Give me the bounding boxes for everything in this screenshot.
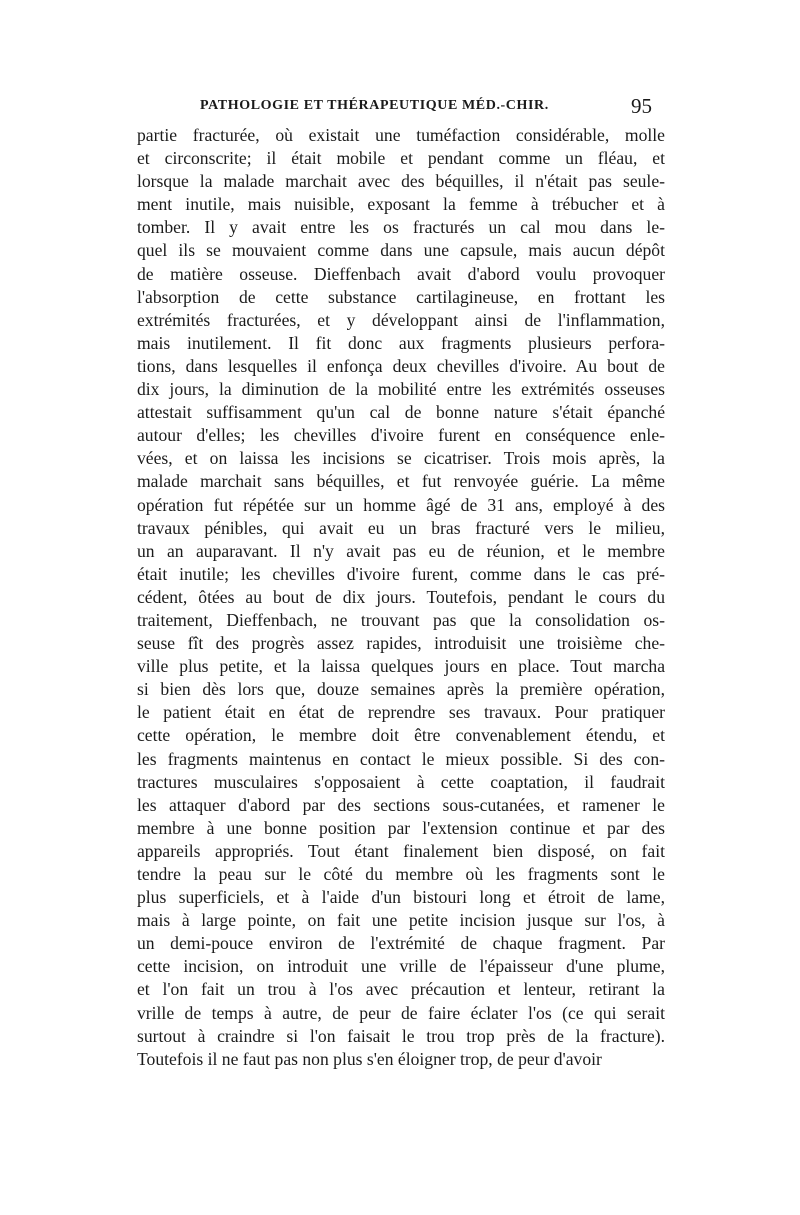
text-line: tractures musculaires s'opposaient à cette coaptation, il faudrait [137, 771, 665, 792]
text-line: cédent, ôtées au bout de dix jours. Toutefois, pendant le cours du [137, 586, 665, 607]
running-head [200, 96, 660, 122]
text-line: vées, et on laissa les incisions se cicatriser. Trois mois après, la [137, 448, 665, 469]
text-line: le patient était en état de reprendre ses travaux. Pour pratiquer [137, 702, 665, 723]
text-line: travaux pénibles, qui avait eu un bras fracturé vers le milieu, [137, 517, 665, 538]
text-line: malade marchait sans béquilles, et fut renvoyée guérie. La même [137, 471, 665, 492]
text-line: cette opération, le membre doit être convenablement étendu, et [137, 725, 665, 746]
text-line: vrille de temps à autre, de peur de faire éclater l'os (ce qui serait [137, 1002, 665, 1023]
text-line: et l'on fait un trou à l'os avec précaution et lenteur, retirant la [137, 979, 665, 1000]
text-line: extrémités fracturées, et y développant ainsi de l'inflammation, [137, 309, 665, 330]
text-line: était inutile; les chevilles d'ivoire furent, comme dans le cas pré- [137, 563, 665, 584]
text-line: autour d'elles; les chevilles d'ivoire furent en conséquence enle- [137, 425, 665, 446]
body-text [137, 124, 665, 1071]
text-line: Toutefois il ne faut pas non plus s'en éloigner trop, de peur d'avoir [137, 1048, 602, 1069]
text-line: si bien dès lors que, douze semaines après la première opération, [137, 679, 665, 700]
text-line: tions, dans lesquelles il enfonça deux chevilles d'ivoire. Au bout de [137, 355, 665, 376]
text-line: plus superficiels, et à l'aide d'un bistouri long et étroit de lame, [137, 887, 665, 908]
text-line: seuse fît des progrès assez rapides, introduisit une troisième che- [137, 633, 665, 654]
text-line: membre à une bonne position par l'extension continue et par des [137, 817, 665, 838]
text-line: quel ils se mouvaient comme dans une capsule, mais aucun dépôt [137, 240, 665, 261]
text-line: les attaquer d'abord par des sections sous-cutanées, et ramener le [137, 794, 665, 815]
text-line: un an auparavant. Il n'y avait pas eu de réunion, et le membre [137, 540, 665, 561]
text-line: cette incision, on introduit une vrille de l'épaisseur d'une plume, [137, 956, 665, 977]
text-line: tomber. Il y avait entre les os fracturés un cal mou dans le- [137, 217, 665, 238]
text-line: et circonscrite; il était mobile et pendant comme un fléau, et [137, 148, 665, 169]
text-line: lorsque la malade marchait avec des béquilles, il n'était pas seule- [137, 171, 665, 192]
text-line: de matière osseuse. Dieffenbach avait d'abord voulu provoquer [137, 263, 665, 284]
text-line: un demi-pouce environ de l'extrémité de chaque fragment. Par [137, 933, 665, 954]
text-line: attestait suffisamment qu'un cal de bonne nature s'était épanché [137, 402, 665, 423]
text-line: mais à large pointe, on fait une petite incision jusque sur l'os, à [137, 910, 665, 931]
text-line: l'absorption de cette substance cartilagineuse, en frottant les [137, 286, 665, 307]
text-line: appareils appropriés. Tout étant finalement bien disposé, on fait [137, 840, 665, 861]
text-line: ville plus petite, et la laissa quelques jours en place. Tout marcha [137, 656, 665, 677]
text-line: opération fut répétée sur un homme âgé de 31 ans, employé à des [137, 494, 665, 515]
text-line: traitement, Dieffenbach, ne trouvant pas que la consolidation os- [137, 609, 665, 630]
text-line: tendre la peau sur le côté du membre où les fragments sont le [137, 864, 665, 884]
running-title: PATHOLOGIE ET THÉRAPEUTIQUE MÉD.-CHIR. [200, 98, 549, 113]
text-line: mais inutilement. Il fit donc aux fragments plusieurs perfora- [137, 332, 665, 353]
text-line: partie fracturée, où existait une tuméfaction considérable, molle [137, 125, 665, 145]
page-number: 95 [631, 94, 652, 118]
text-line: surtout à craindre si l'on faisait le trou trop près de la fracture). [137, 1025, 665, 1046]
text-line: ment inutile, mais nuisible, exposant la femme à trébucher et à [137, 194, 665, 215]
text-line: dix jours, la diminution de la mobilité entre les extrémités osseuses [137, 379, 665, 400]
text-line: les fragments maintenus en contact le mieux possible. Si des con- [137, 748, 665, 769]
